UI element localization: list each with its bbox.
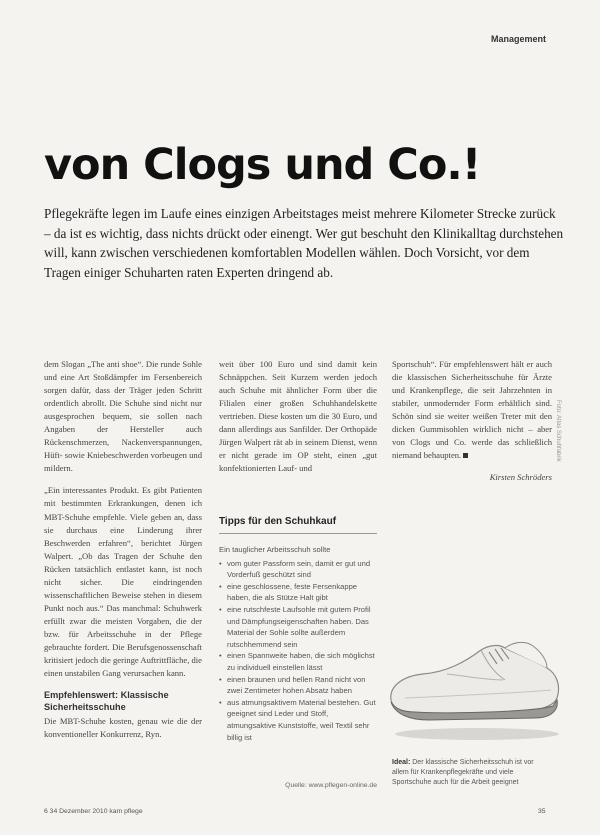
tipps-box [219, 544, 379, 743]
page-footer-left: 6 34 Dezember 2010 kam pflege [44, 808, 143, 815]
paragraph: Die MBT-Schuhe kosten, genau wie die der konventioneller Konkurrenz, Ryn. [44, 716, 202, 740]
tipps-item: • aus atmungsaktivem Material bestehen. Gut geeignet sind Leder und Stoff, atmungsaktive Kunststoffe, weil Textil sehr billig ist [219, 697, 379, 743]
page-number: 35 [538, 808, 546, 815]
tipps-intro: Ein tauglicher Arbeitsschuh sollte [219, 545, 331, 554]
subheading: Empfehlenswert: Klassische Sicherheitsschuhe [44, 690, 169, 713]
text-column-3 [392, 358, 552, 493]
text-column-2 [219, 358, 377, 484]
article-headline: von Clogs und Co.! [44, 140, 481, 190]
tipps-item: • eine geschlossene, feste Fersenkappe haben, die als Stütze Halt gibt [219, 581, 379, 604]
tipps-item: • einen Spannweite haben, die sich möglichst zu individuell einstellen lässt [219, 650, 379, 673]
end-mark-icon [463, 453, 468, 458]
tipps-box-title: Tipps für den Schuhkauf [219, 516, 337, 527]
shoe-image [385, 628, 563, 748]
author-name: Kirsten Schröders [489, 472, 552, 483]
paragraph: dem Slogan „The anti shoe“. Die runde Sohle und eine Art Stoßdämpfer im Fersenbereich sorgen dafür, dass der Träger jeden Schritt ordentlich abrollt. Die Schuhe sind nicht nur ausgesprochen bequem, sie sollen nach Angaben der Hersteller auch Rückenschmerzen, Nackenverspannungen, Hüft- sowie Kniebeschwerden vorbeugen und mildern. [44, 359, 202, 474]
paragraph [392, 358, 552, 462]
tipps-item: • eine rutschfeste Laufsohle mit gutem Profil und Dämpfungseigenschaften haben. Das Material der Sohle sollte außerdem rutschhemmend sein [219, 604, 379, 650]
caption-text: Der klassische Sicherheitsschuh ist vor allem für Krankenpflegekräfte und viele Sportschuhe auch für die Arbeit geeignet [392, 759, 534, 786]
photo-credit: Foto: Atlas Schuhfabrik [555, 400, 561, 462]
tipps-source: Quelle: www.pflegen-online.de [285, 782, 377, 789]
image-caption [392, 758, 552, 788]
paragraph: „Ein interessantes Produkt. Es gibt Patienten mit bestimmten Erkrankungen, denen ich MBT-Schuhe empfehle. Viele geben an, dass sie durchaus eine Linderung ihrer Beschwerden erfahren“, berichtet Jürgen Walpert. „Ob das Tragen der Schuhe den Rücken tatsächlich entlastet kann, ist noch nicht sicher. Die eindringenden wissenschaftlichen Beweise stehen in diesem Punkt noch aus.“ Das manchmal: Schuhwerk erfüllt zwar die meisten Vorgaben, die der bzw. für Arbeitsschuhe in der Pflege gebrauchte fordert. Die Berufsgenossenschaft kritisiert jedoch die geringe Auftrittfläche, die einen unstabilen Gang verursachen kann. [44, 485, 202, 679]
tipps-item: • vom guter Passform sein, damit er gut und Vorderfuß geschützt sind [219, 558, 379, 581]
article-lead: Pflegekräfte legen im Laufe eines einzigen Arbeitstages meist mehrere Kilometer Strecke zurück – da ist es wichtig, dass nichts drückt oder einengt. Wer gut beschuht den Klinikalltag durchstehen will, kann zwischen verschiedenen komfortablen Modellen wählen. Doch Vorsicht, vor dem Tragen einiger Schuharten raten Experten dringend ab. [44, 206, 564, 280]
tipps-list [219, 558, 379, 744]
paragraph-text: Sportschuh“. Für empfehlenswert hält er auch die klassischen Sicherheitsschuhe für Ärzte und Krankenpflege, die seit Jahrzehnten in stabiler, unmodernder Form erhältlich sind. Schön sind sie weiter weißen Treter mit den dicken Gummisohlen wirklich nicht – aber von Clogs und Co. werde das schließlich niemand behaupten. [392, 359, 552, 461]
divider [219, 533, 377, 534]
paragraph: weit über 100 Euro und sind damit kein Schnäppchen. Seit Kurzem werden jedoch auch Schuhe mit ähnlicher Form über die Filialen einer großen Schuhhandelskette vertrieben. Diese kosten um die 30 Euro, und dann allerdings aus Sanfilder. Der Orthopäde Jürgen Walpert rät ab in seinem Dienst, wenn er nicht gerade im OP steht, einen „gut konfektionierten Lauf- und [219, 359, 377, 474]
tipps-item: • einen braunen und hellen Rand nicht von zwei Zentimeter hohen Absatz haben [219, 674, 379, 697]
text-column-1 [44, 358, 202, 750]
caption-label: Ideal: [392, 759, 411, 766]
section-label: Management [490, 34, 546, 44]
